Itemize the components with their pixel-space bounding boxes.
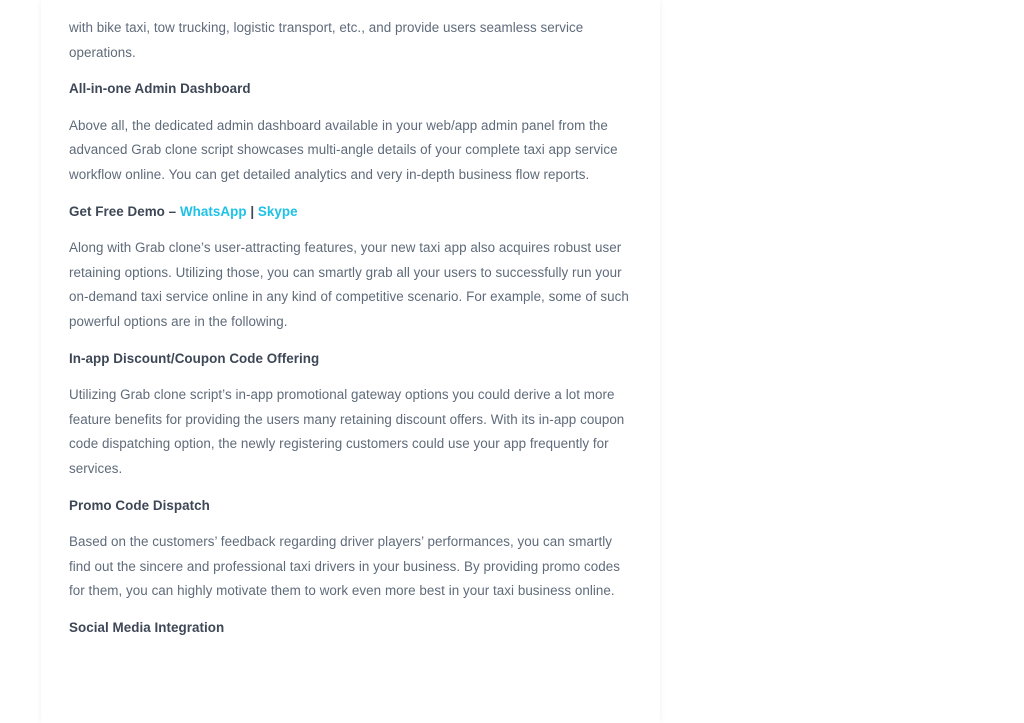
skype-link[interactable]: Skype: [257, 203, 298, 219]
social-media-heading: Social Media Integration: [69, 619, 225, 635]
whatsapp-link[interactable]: WhatsApp: [179, 203, 247, 219]
article-body: [69, 16, 637, 652]
promo-code-heading: Promo Code Dispatch: [69, 497, 210, 513]
coupon-paragraph: Utilizing Grab clone script’s in-app promotional gateway options you could derive a lot more feature benefits for providing the users many retaining discount offers. With its in-app coupon code dispatching option, the newly registering customers could use your app frequently for services.: [69, 387, 625, 476]
free-demo-line: [69, 200, 637, 225]
user-retaining-paragraph: Along with Grab clone’s user-attracting features, your new taxi app also acquires robust user retaining options. Utilizing those, you can smartly grab all your users to successfully run your on-demand taxi service online in any kind of competitive scenario. For example, some of such powerful options are in the following.: [69, 240, 629, 329]
demo-separator: |: [246, 203, 258, 219]
promo-code-paragraph: Based on the customers’ feedback regarding driver players’ performances, you can smartly find out the sincere and professional taxi drivers in your business. By providing promo codes for them, you can highly motivate them to work even more best in your taxi business online.: [69, 534, 620, 599]
admin-dashboard-paragraph: Above all, the dedicated admin dashboard available in your web/app admin panel from the advanced Grab clone script showcases multi-angle details of your complete taxi app service workflow online. You can get detailed analytics and very in-depth business flow reports.: [69, 117, 618, 182]
free-demo-prefix: Get Free Demo –: [69, 203, 180, 219]
intro-tail-paragraph: with bike taxi, tow trucking, logistic transport, etc., and provide users seamless service operations.: [69, 20, 584, 60]
admin-dashboard-heading: All-in-one Admin Dashboard: [69, 81, 251, 97]
coupon-heading: In-app Discount/Coupon Code Offering: [69, 350, 320, 366]
